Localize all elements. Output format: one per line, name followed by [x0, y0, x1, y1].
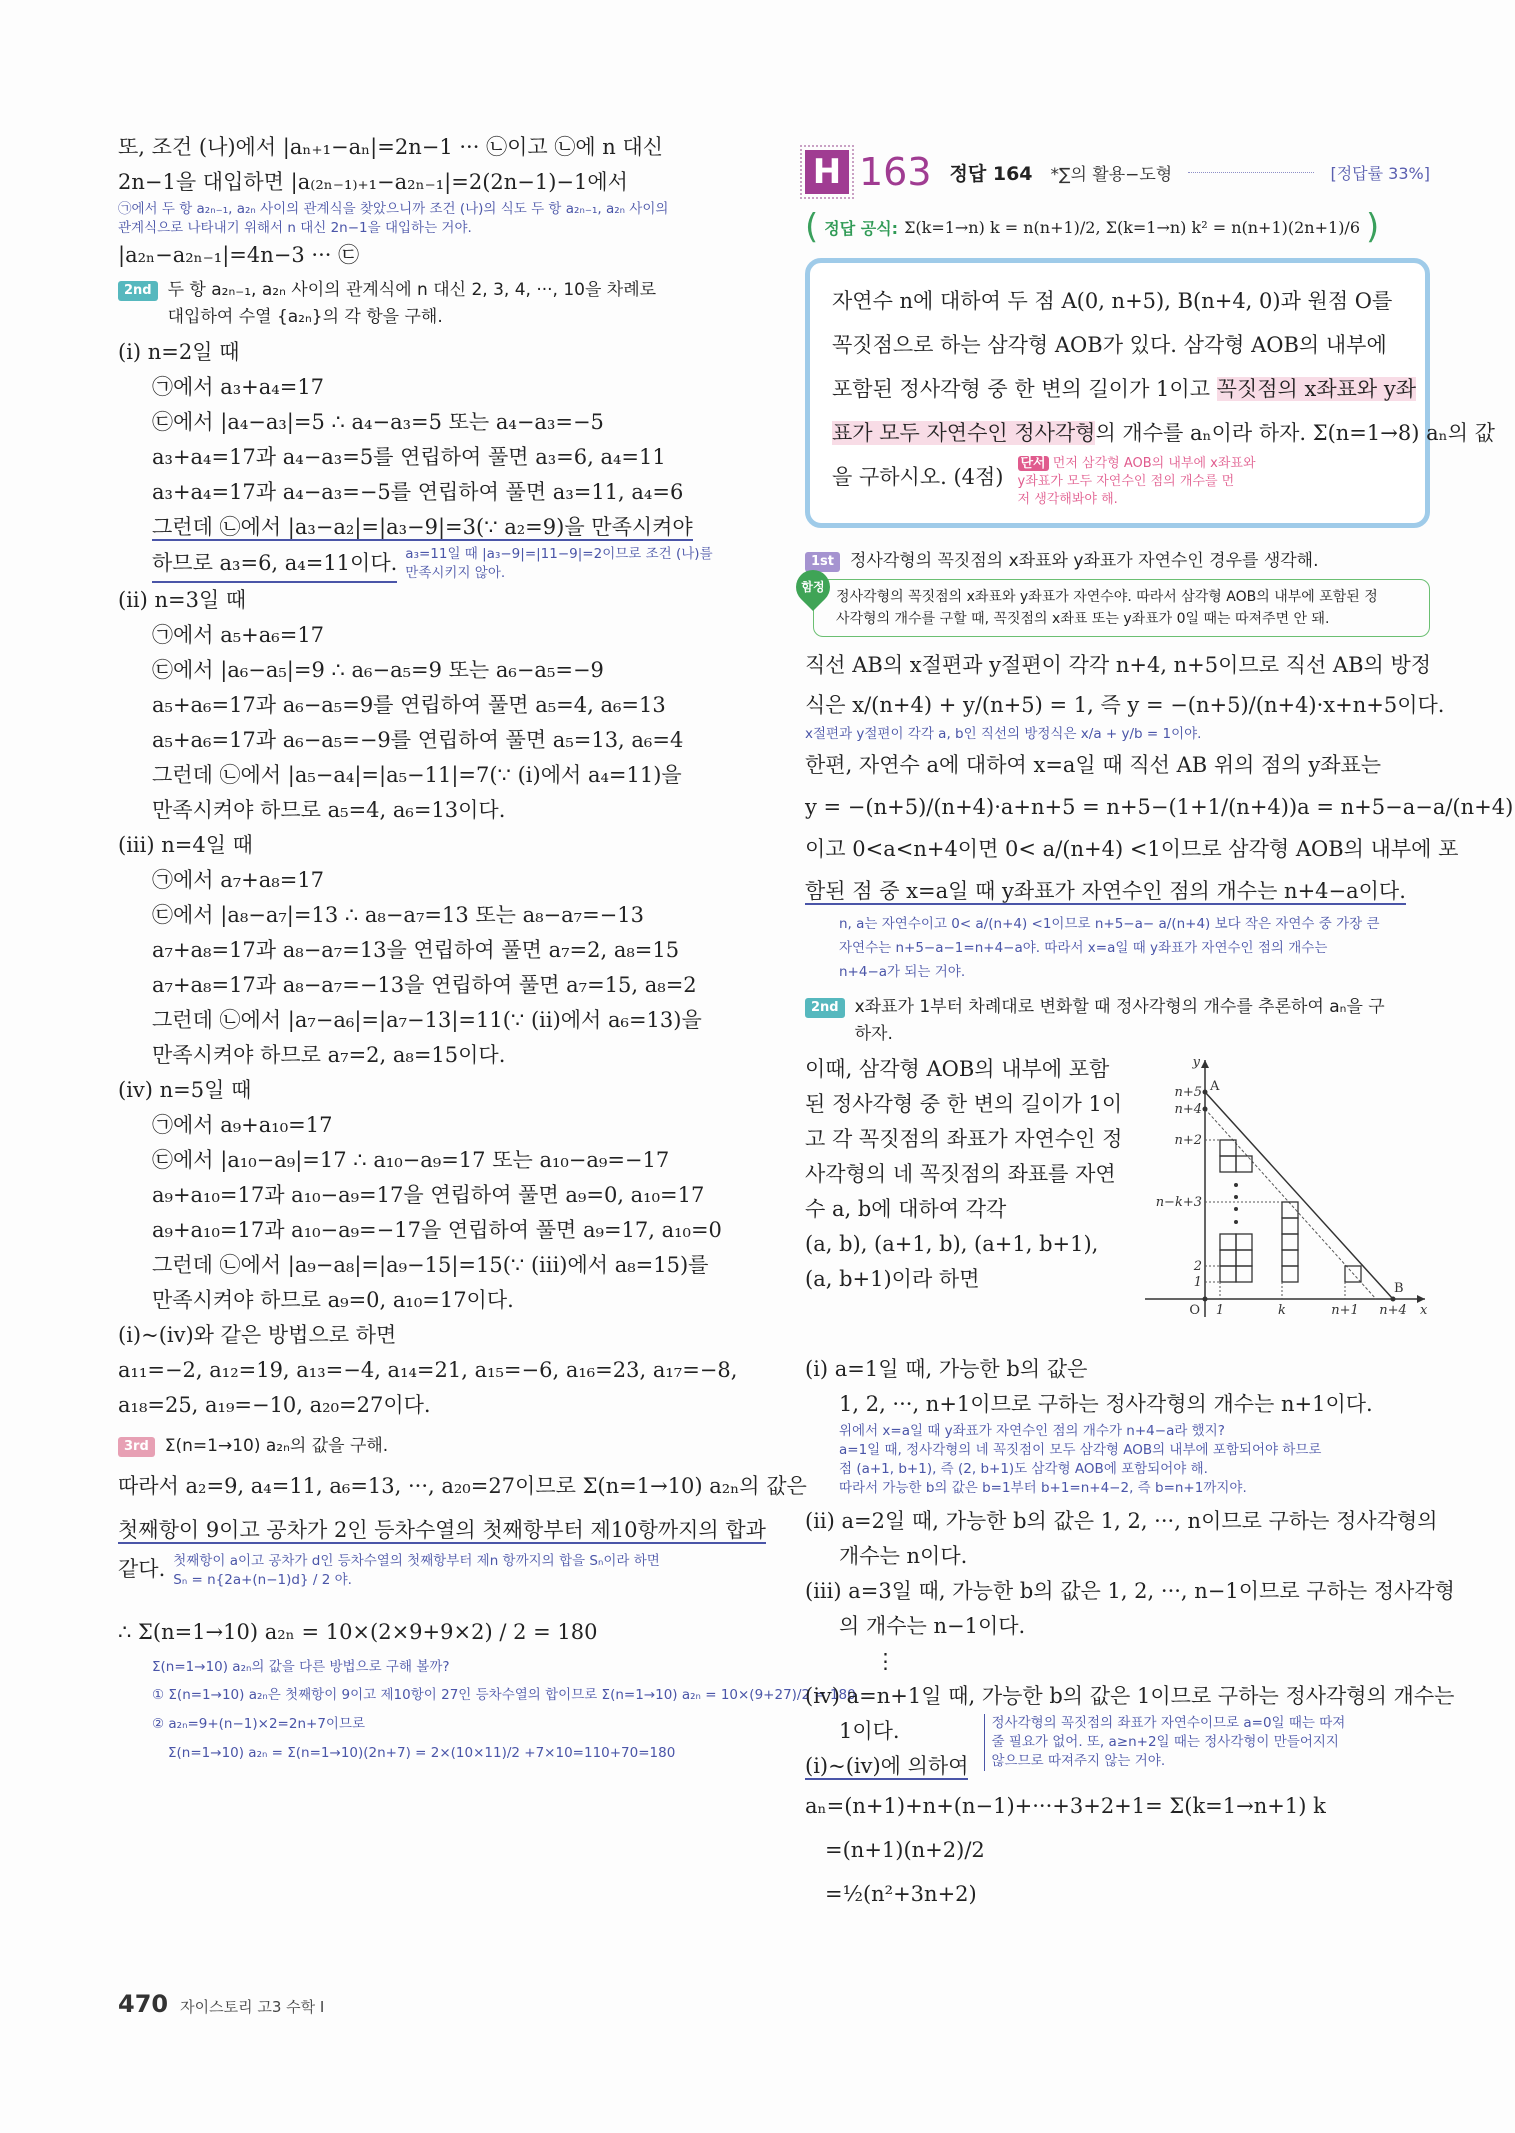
conclusion-3: 같다. — [118, 1557, 166, 1581]
step-text: Σ(n=1→10) a₂ₙ의 값을 구해. — [164, 1436, 389, 1456]
hint-text: 먼저 삼각형 AOB의 내부에 x좌표와 — [1052, 456, 1256, 471]
case-line: 그런데 ㉡에서 |a₅−a₄|=|a₅−11|=7(∵ (i)에서 a₄=11)을 — [152, 763, 682, 787]
case-head: (iii) n=4일 때 — [118, 833, 253, 857]
problem-header — [805, 150, 1430, 194]
intro-line-2: 2n−1을 대입하면 |a₍₂ₙ₋₁₎₊₁−a₂ₙ₋₁|=2(2n−1)−1에서 — [118, 170, 628, 194]
formula-box — [805, 207, 1430, 247]
topic-label: *∑의 활용−도형 — [1050, 164, 1173, 185]
section-letter: H — [805, 150, 849, 194]
case-line: ㉠에서 a₃+a₄=17 — [152, 375, 325, 399]
y-tick: n+4 — [1174, 1102, 1202, 1117]
step-2nd-left — [118, 277, 768, 331]
y-tick: 1 — [1193, 1275, 1202, 1290]
note-line: 줄 필요가 없어. 또, a≥n+2일 때는 정사각형이 만들어지지 — [991, 1734, 1339, 1750]
case-line: 만족시켜야 하므로 a₉=0, a₁₀=17이다. — [152, 1288, 514, 1312]
body-note: n+4−a가 되는 거야. — [839, 964, 966, 980]
problem-text: 의 개수를 aₙ이라 하자. Σ(n=1→8) aₙ의 값 — [1095, 421, 1495, 445]
problem-box — [805, 258, 1495, 528]
step-text: 정사각형의 꼭짓점의 x좌표와 y좌표가 자연수인 경우를 생각해. — [850, 551, 1319, 571]
case-1 — [118, 335, 768, 583]
case-head: (i) n=2일 때 — [118, 340, 240, 364]
case-line: a₅+a₆=17과 a₆−a₅=−9를 연립하여 풀면 a₅=13, a₆=4 — [152, 728, 684, 752]
conclusion-1: 따라서 a₂=9, a₄=11, a₆=13, ···, a₂₀=27이므로 Σ(n=1→10) a₂ₙ의 값은 — [118, 1474, 807, 1498]
case-line: 개수는 n이다. — [839, 1544, 968, 1568]
case-note: 만족시키지 않아. — [405, 565, 506, 581]
step-1st — [805, 548, 1430, 575]
alt-note: ① Σ(n=1→10) a₂ₙ은 첫째항이 9이고 제10항이 27인 등차수열의 합이므로 Σ(n=1→10) a₂ₙ = 10×(9+27)/2 = 180 — [152, 1687, 856, 1703]
y-tick: n+2 — [1174, 1133, 1202, 1148]
body-note: 자연수는 n+5−a−1=n+4−a야. 따라서 x=a일 때 y좌표가 자연수인 점의 개수는 — [839, 940, 1328, 956]
page-footer — [118, 1990, 324, 2018]
y-tick: n−k+3 — [1155, 1195, 1202, 1210]
case-line: a₃+a₄=17과 a₄−a₃=5를 연립하여 풀면 a₃=6, a₄=11 — [152, 445, 666, 469]
body-line: (a, b+1)이라 하면 — [805, 1267, 980, 1291]
case-head: (ii) n=3일 때 — [118, 588, 247, 612]
problem-line — [832, 411, 1495, 455]
results-line-2: a₁₈=25, a₁₉=−10, a₂₀=27이다. — [118, 1393, 431, 1417]
case-line: a₇+a₈=17과 a₈−a₇=13을 연립하여 풀면 a₇=2, a₈=15 — [152, 938, 680, 962]
y-tick: 2 — [1193, 1259, 1202, 1274]
intro-line-1: 또, 조건 (나)에서 |aₙ₊₁−aₙ|=2n−1 ··· ㉡이고 ㉡에 n 대신 — [118, 135, 664, 159]
highlight-text: 표가 모두 자연수인 정사각형 — [832, 421, 1096, 445]
intro-note-2: 관계식으로 나타내기 위해서 n 대신 2n−1을 대입하는 거야. — [118, 220, 472, 236]
underlined-text: 첫째항이 9이고 공차가 2인 등차수열의 첫째항부터 제10항까지의 합과 — [118, 1518, 766, 1542]
case-line — [805, 1387, 1430, 1422]
body-line: y = −(n+5)/(n+4)·a+n+5 = n+5−(1+1/(n+4))a = n+5−a−a/(n+4) — [805, 795, 1514, 819]
x-tick: n+4 — [1379, 1303, 1407, 1318]
results-line-1: a₁₁=−2, a₁₂=19, a₁₃=−4, a₁₄=21, a₁₅=−6, a₁₆=23, a₁₇=−8, — [118, 1358, 738, 1382]
case-4 — [118, 1073, 768, 1318]
by-cases-row — [805, 1714, 1430, 1784]
conclusion-note: 첫째항이 a이고 공차가 d인 등차수열의 첫째항부터 제n 항까지의 합을 Sₙ이라 하면 — [173, 1553, 660, 1569]
x-tick: n+1 — [1331, 1303, 1359, 1318]
x-tick: k — [1278, 1303, 1286, 1318]
underlined-text: 하므로 a₃=6, a₄=11이다. — [152, 546, 397, 583]
trap-box — [801, 579, 1430, 637]
case-note: a=1일 때, 정사각형의 네 꼭짓점이 모두 삼각형 AOB의 내부에 포함되어야 하므로 — [839, 1442, 1322, 1458]
case-line: a₇+a₈=17과 a₈−a₇=−13을 연립하여 풀면 a₇=15, a₈=2 — [152, 973, 697, 997]
x-axis-label: x — [1420, 1303, 1428, 1318]
case-line: ㉢에서 |a₄−a₃|=5 ∴ a₄−a₃=5 또는 a₄−a₃=−5 — [152, 410, 604, 434]
highlight-text: 꼭짓점의 x좌표와 y좌 — [1216, 377, 1417, 401]
x-tick: 1 — [1215, 1303, 1225, 1318]
case-line: ㉢에서 |a₈−a₇|=13 ∴ a₈−a₇=13 또는 a₈−a₇=−13 — [152, 903, 644, 927]
body-line: 고 각 꼭짓점의 좌표가 자연수인 정 — [805, 1127, 1123, 1151]
result-line: aₙ=(n+1)+n+(n−1)+···+3+2+1= Σ(k=1→n+1) k — [805, 1794, 1326, 1818]
alt-note: ② a₂ₙ=9+(n−1)×2=2n+7이므로 — [152, 1716, 366, 1732]
by-cases-line — [805, 1749, 968, 1784]
case-line: a₅+a₆=17과 a₆−a₅=9를 연립하여 풀면 a₅=4, a₆=13 — [152, 693, 666, 717]
vertical-dots: ⋮ — [875, 1649, 896, 1673]
y-tick: n+5 — [1174, 1085, 1202, 1100]
step-2nd-right — [805, 994, 1430, 1048]
note-line: 않으므로 따져주지 않는 거야. — [991, 1753, 1166, 1769]
point-a-label: A — [1210, 1079, 1220, 1094]
case-text: 1, 2, ···, n+1이므로 구하는 정사각형의 개수는 n+1이다. — [839, 1392, 1373, 1416]
case-line: 만족시켜야 하므로 a₇=2, a₈=15이다. — [152, 1043, 506, 1067]
point-b-label: B — [1394, 1281, 1404, 1296]
body-line: 수 a, b에 대하여 각각 — [805, 1197, 1007, 1221]
hint-badge: 단서 — [1018, 456, 1049, 471]
body-line: 된 정사각형 중 한 변의 길이가 1이 — [805, 1092, 1123, 1116]
step-text-1: 두 항 a₂ₙ₋₁, a₂ₙ 사이의 관계식에 n 대신 2, 3, 4, ···, 10을 차례로 — [167, 280, 657, 300]
trap-text: 사각형의 개수를 구할 때, 꼭짓점의 x좌표 또는 y좌표가 0일 때는 따져주면 안 돼. — [836, 611, 1330, 627]
case-line: 그런데 ㉡에서 |a₉−a₈|=|a₉−15|=15(∵ (iii)에서 a₈=15)를 — [152, 1253, 709, 1277]
step-badge: 1st — [805, 552, 840, 572]
left-bracket-icon: ( — [805, 207, 819, 247]
case-line: ㉢에서 |a₆−a₅|=9 ∴ a₆−a₅=9 또는 a₆−a₅=−9 — [152, 658, 604, 682]
right-column — [801, 150, 1514, 1916]
case-note: 위에서 x=a일 때 y좌표가 자연수인 점의 개수가 n+4−a라 했지? — [839, 1423, 1225, 1439]
final-answer: ∴ Σ(n=1→10) a₂ₙ = 10×(2×9+9×2) / 2 = 180 — [118, 1620, 598, 1644]
coordinate-diagram — [1130, 1052, 1430, 1322]
trap-text: 정사각형의 꼭짓점의 x좌표와 y좌표가 자연수야. 따라서 삼각형 AOB의 내부에 포함된 정 — [836, 589, 1378, 605]
body-line: 이고 0<a<n+4이면 0< a/(n+4) <1이므로 삼각형 AOB의 내부에 포 — [805, 837, 1459, 861]
case-line: ㉠에서 a₇+a₈=17 — [152, 868, 325, 892]
equation-c: |a₂ₙ−a₂ₙ₋₁|=4n−3 ··· ㉢ — [118, 243, 360, 267]
same-method: (i)~(iv)와 같은 방법으로 하면 — [118, 1323, 397, 1347]
origin-label: O — [1189, 1303, 1200, 1318]
step-text: 하자. — [854, 1024, 893, 1044]
body-line: 한편, 자연수 a에 대하여 x=a일 때 직선 AB 위의 점의 y좌표는 — [805, 753, 1382, 777]
problem-last-row — [832, 455, 1403, 509]
right-bracket-icon: ) — [1366, 207, 1380, 247]
underlined-text: (i)~(iv)에 의하여 — [805, 1754, 969, 1778]
case-line: ㉠에서 a₉+a₁₀=17 — [152, 1113, 333, 1137]
case-line: ㉢에서 |a₁₀−a₉|=17 ∴ a₁₀−a₉=17 또는 a₁₀−a₉=−17 — [152, 1148, 670, 1172]
body-line: (a, b), (a+1, b), (a+1, b+1), — [805, 1232, 1099, 1256]
note-line: 정사각형의 꼭짓점의 좌표가 자연수이므로 a=0일 때는 따져 — [991, 1715, 1346, 1731]
case-line: 의 개수는 n−1이다. — [839, 1614, 1026, 1638]
case-head: (iii) a=3일 때, 가능한 b의 값은 1, 2, ···, n−1이므로 구하는 정사각형 — [805, 1579, 1455, 1603]
problem-line: 꼭짓점으로 하는 삼각형 AOB가 있다. 삼각형 AOB의 내부에 — [832, 333, 1387, 357]
underlined-text: 함된 점 중 x=a일 때 y좌표가 자연수인 점의 개수는 n+4−a이다. — [805, 879, 1406, 903]
case-note: 점 (a+1, b+1), 즉 (2, b+1)도 삼각형 AOB에 포함되어야 해. — [839, 1461, 1208, 1477]
formula-text: Σ(k=1→n) k = n(n+1)/2, Σ(k=1→n) k² = n(n+1)(2n+1)/6 — [904, 217, 1360, 237]
hint-box — [1018, 455, 1256, 509]
case-2 — [118, 583, 768, 828]
case-head: (iv) a=n+1일 때, 가능한 b의 값은 1이므로 구하는 정사각형의 개수는 — [805, 1684, 1455, 1708]
case-head: (ii) a=2일 때, 가능한 b의 값은 1, 2, ···, n이므로 구하는 정사각형의 — [805, 1509, 1438, 1533]
case-line — [118, 510, 768, 545]
case-3 — [118, 828, 768, 1073]
correct-rate: [정답률 33%] — [1330, 163, 1430, 183]
intro-note-1: ㉠에서 두 항 a₂ₙ₋₁, a₂ₙ 사이의 관계식을 찾았으니까 조건 (나)의 식도 두 항 a₂ₙ₋₁, a₂ₙ 사이의 — [118, 201, 669, 217]
body-line — [805, 870, 1430, 912]
body-line: 직선 AB의 x절편과 y절편이 각각 n+4, n+5이므로 직선 AB의 방정 — [805, 653, 1432, 677]
step-badge: 3rd — [118, 1437, 155, 1457]
body-line: 사각형의 네 꼭짓점의 좌표를 자연 — [805, 1162, 1116, 1186]
book-title: 자이스토리 고3 수학 I — [180, 1998, 325, 2016]
body-note: n, a는 자연수이고 0< a/(n+4) <1이므로 n+5−a− a/(n+4) 보다 작은 자연수 중 가장 큰 — [839, 916, 1380, 932]
result-line: =(n+1)(n+2)/2 — [825, 1838, 985, 1862]
problem-line — [832, 367, 1417, 411]
case-line: 그런데 ㉡에서 |a₇−a₆|=|a₇−13|=11(∵ (ii)에서 a₆=13)을 — [152, 1008, 702, 1032]
problem-line: 자연수 n에 대하여 두 점 A(0, n+5), B(n+4, 0)과 원점 O를 — [832, 289, 1393, 313]
case-head: (i) a=1일 때, 가능한 b의 값은 — [805, 1357, 1088, 1381]
case-line: 1이다. — [839, 1719, 900, 1743]
hint-text: 저 생각해봐야 해. — [1017, 492, 1118, 507]
answer-label: 정답 164 — [949, 162, 1033, 185]
hint-text: y좌표가 모두 자연수인 점의 개수를 먼 — [1017, 474, 1235, 489]
step-badge: 2nd — [118, 281, 158, 301]
trap-pin-icon — [789, 563, 837, 611]
body-line: 식은 x/(n+4) + y/(n+5) = 1, 즉 y = −(n+5)/(n+4)·x+n+5이다. — [805, 693, 1445, 717]
case-line: 만족시켜야 하므로 a₅=4, a₆=13이다. — [152, 798, 506, 822]
dotted-leader — [1188, 172, 1314, 173]
result-line: =½(n²+3n+2) — [825, 1882, 977, 1906]
step-badge: 2nd — [805, 998, 845, 1018]
underlined-text: 그런데 ㉡에서 |a₃−a₂|=|a₃−9|=3(∵ a₂=9)을 만족시켜야 — [152, 515, 693, 539]
conclusion-3-row — [118, 1552, 768, 1590]
case-note: a₃=11일 때 |a₃−9|=|11−9|=2이므로 조건 (나)를 — [405, 546, 713, 562]
conclusion-2 — [118, 1508, 768, 1552]
case-line: a₃+a₄=17과 a₄−a₃=−5를 연립하여 풀면 a₃=11, a₄=6 — [152, 480, 684, 504]
problem-line: 을 구하시오. (4점) — [832, 465, 1004, 489]
case-note: 따라서 가능한 b의 값은 b=1부터 b+1=n+4−2, 즉 b=n+1까지야. — [839, 1480, 1247, 1496]
formula-label: 정답 공식: — [824, 218, 899, 238]
conclusion-note: Sₙ = n{2a+(n−1)d} / 2 야. — [173, 1572, 352, 1588]
case-line: a₉+a₁₀=17과 a₁₀−a₉=17을 연립하여 풀면 a₉=0, a₁₀=17 — [152, 1183, 705, 1207]
problem-number: 163 — [859, 150, 932, 194]
step-text: x좌표가 1부터 차례대로 변화할 때 정사각형의 개수를 추론하여 aₙ을 구 — [854, 997, 1385, 1017]
diagram-section — [805, 1052, 1430, 1352]
step-3rd — [118, 1433, 768, 1460]
alt-note: Σ(n=1→10) a₂ₙ의 값을 다른 방법으로 구해 볼까? — [152, 1659, 450, 1675]
trap-label: 함정 — [801, 580, 825, 594]
page-number: 470 — [118, 1990, 169, 2018]
step-text-2: 대입하여 수열 {a₂ₙ}의 각 항을 구해. — [167, 307, 443, 327]
y-axis-label: y — [1192, 1055, 1200, 1070]
by-cases-note — [984, 1714, 1345, 1771]
body-note: x절편과 y절편이 각각 a, b인 직선의 방정식은 x/a + y/b = 1이야. — [805, 726, 1202, 742]
alt-note: Σ(n=1→10) a₂ₙ = Σ(n=1→10)(2n+7) = 2×(10×11)/2 +7×10=110+70=180 — [168, 1745, 676, 1761]
body-line: 이때, 삼각형 AOB의 내부에 포함 — [805, 1057, 1110, 1081]
case-line: ㉠에서 a₅+a₆=17 — [152, 623, 325, 647]
case-head: (iv) n=5일 때 — [118, 1078, 252, 1102]
problem-text: 포함된 정사각형 중 한 변의 길이가 1이고 — [832, 377, 1217, 401]
case-line: a₉+a₁₀=17과 a₁₀−a₉=−17을 연립하여 풀면 a₉=17, a₁₀=0 — [152, 1218, 722, 1242]
case-line — [118, 545, 768, 583]
